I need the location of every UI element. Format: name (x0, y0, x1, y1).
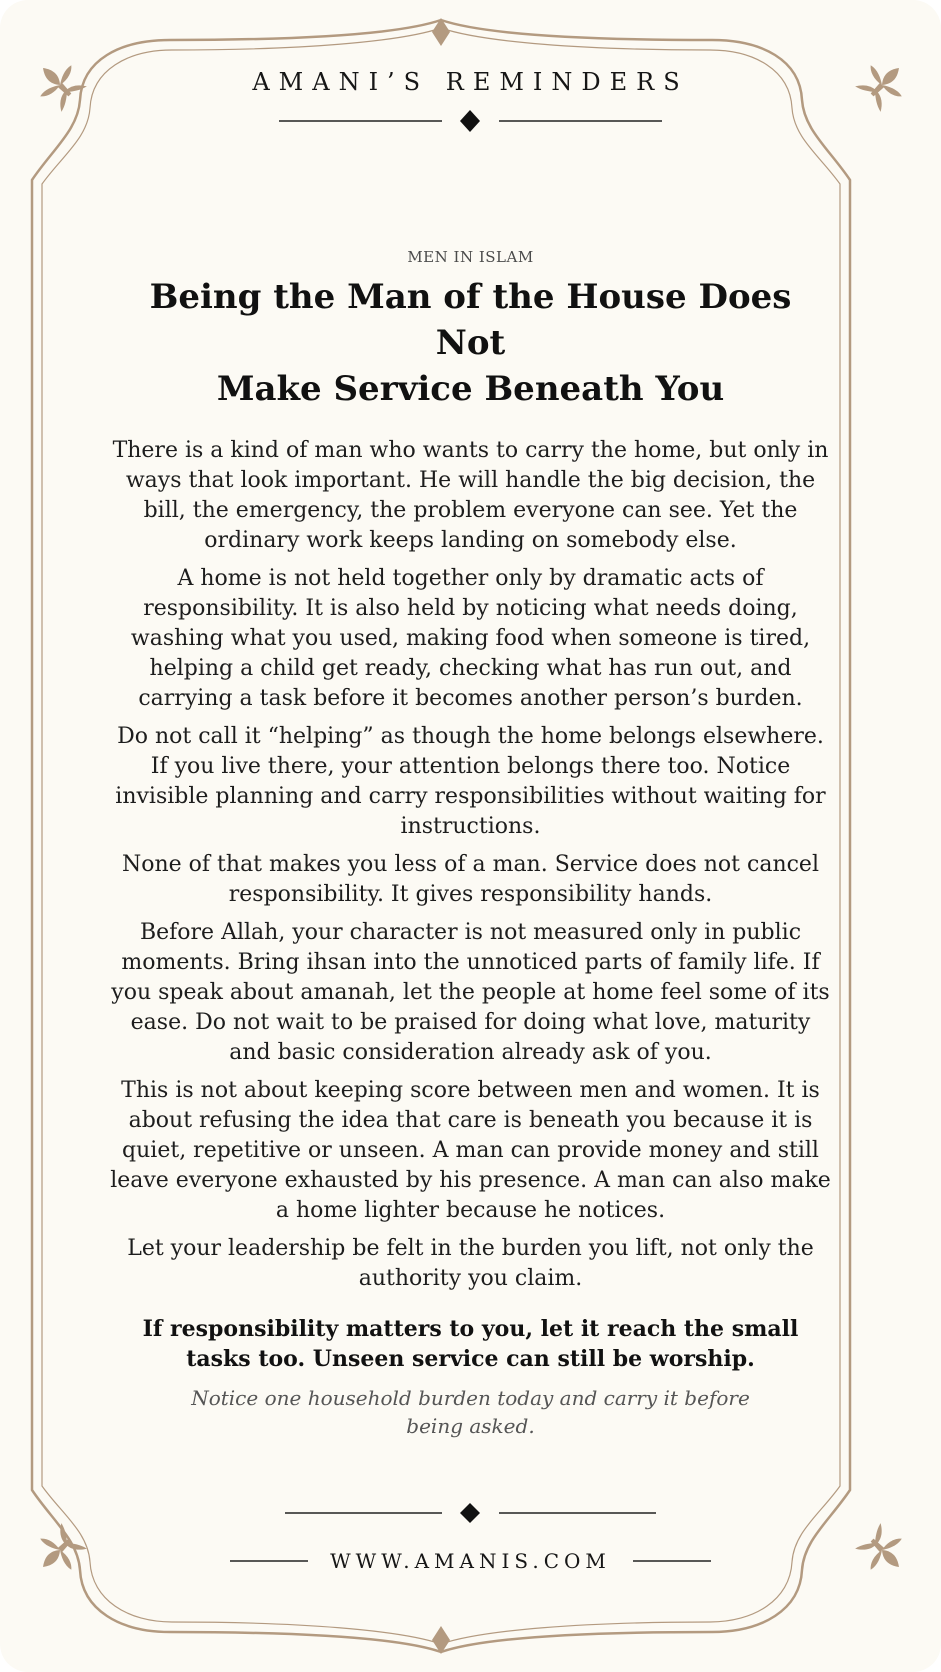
emphasis-statement: If responsibility matters to you, let it reach the small tasks too. Unseen service can still be worship. (142, 1316, 799, 1372)
diamond-icon (460, 110, 480, 132)
brand-title: AMANI’S REMINDERS (252, 68, 689, 96)
title-line-2: Make Service Beneath You (216, 369, 725, 409)
website-link[interactable]: WWW.AMANIS.COM (330, 1549, 611, 1573)
body-paragraph: A home is not held together only by dramatic acts of responsibility. It is also held by noticing what needs doing, washing what you used, making food when someone is tired, helping a child get ready, checking what has run out, and carrying a task before it becomes another person’s burden. (130, 566, 811, 711)
body-paragraph: There is a kind of man who wants to carry the home, but only in ways that look important. He will handle the big decision, the bill, the emergency, the problem everyone can see. Yet the ordinary work keeps landing on somebody else. (112, 438, 829, 553)
article (110, 248, 831, 1440)
article-title (110, 274, 831, 412)
action-prompt: Notice one household burden today and carry it before being asked. (191, 1386, 750, 1438)
body-paragraph: Before Allah, your character is not measured only in public moments. Bring ihsan into the unnoticed parts of family life. If you speak about amanah, let the people at home feel some of its ease. Do not wait to be praised for doing what love, maturity and basic consideration already ask of you. (111, 920, 830, 1065)
body-paragraph: Do not call it “helping” as though the home belongs elsewhere. If you live there, your attention belongs there too. Notice invisible planning and carry responsibilities without waiting for instructions. (115, 724, 826, 839)
body-paragraph: This is not about keeping score between men and women. It is about refusing the idea that care is beneath you because it is quiet, repetitive or unseen. A man can provide money and still leave everyone exhausted by his presence. A man can also make a home lighter because he notices. (110, 1078, 831, 1223)
diamond-icon (460, 1503, 480, 1523)
body-paragraph: None of that makes you less of a man. Service does not cancel responsibility. It gives responsibility hands. (122, 852, 819, 907)
body-paragraph: Let your leadership be felt in the burden you lift, not only the authority you claim. (127, 1236, 814, 1291)
title-line-1: Being the Man of the House Does Not (149, 277, 792, 363)
category-label: MEN IN ISLAM (407, 248, 534, 266)
